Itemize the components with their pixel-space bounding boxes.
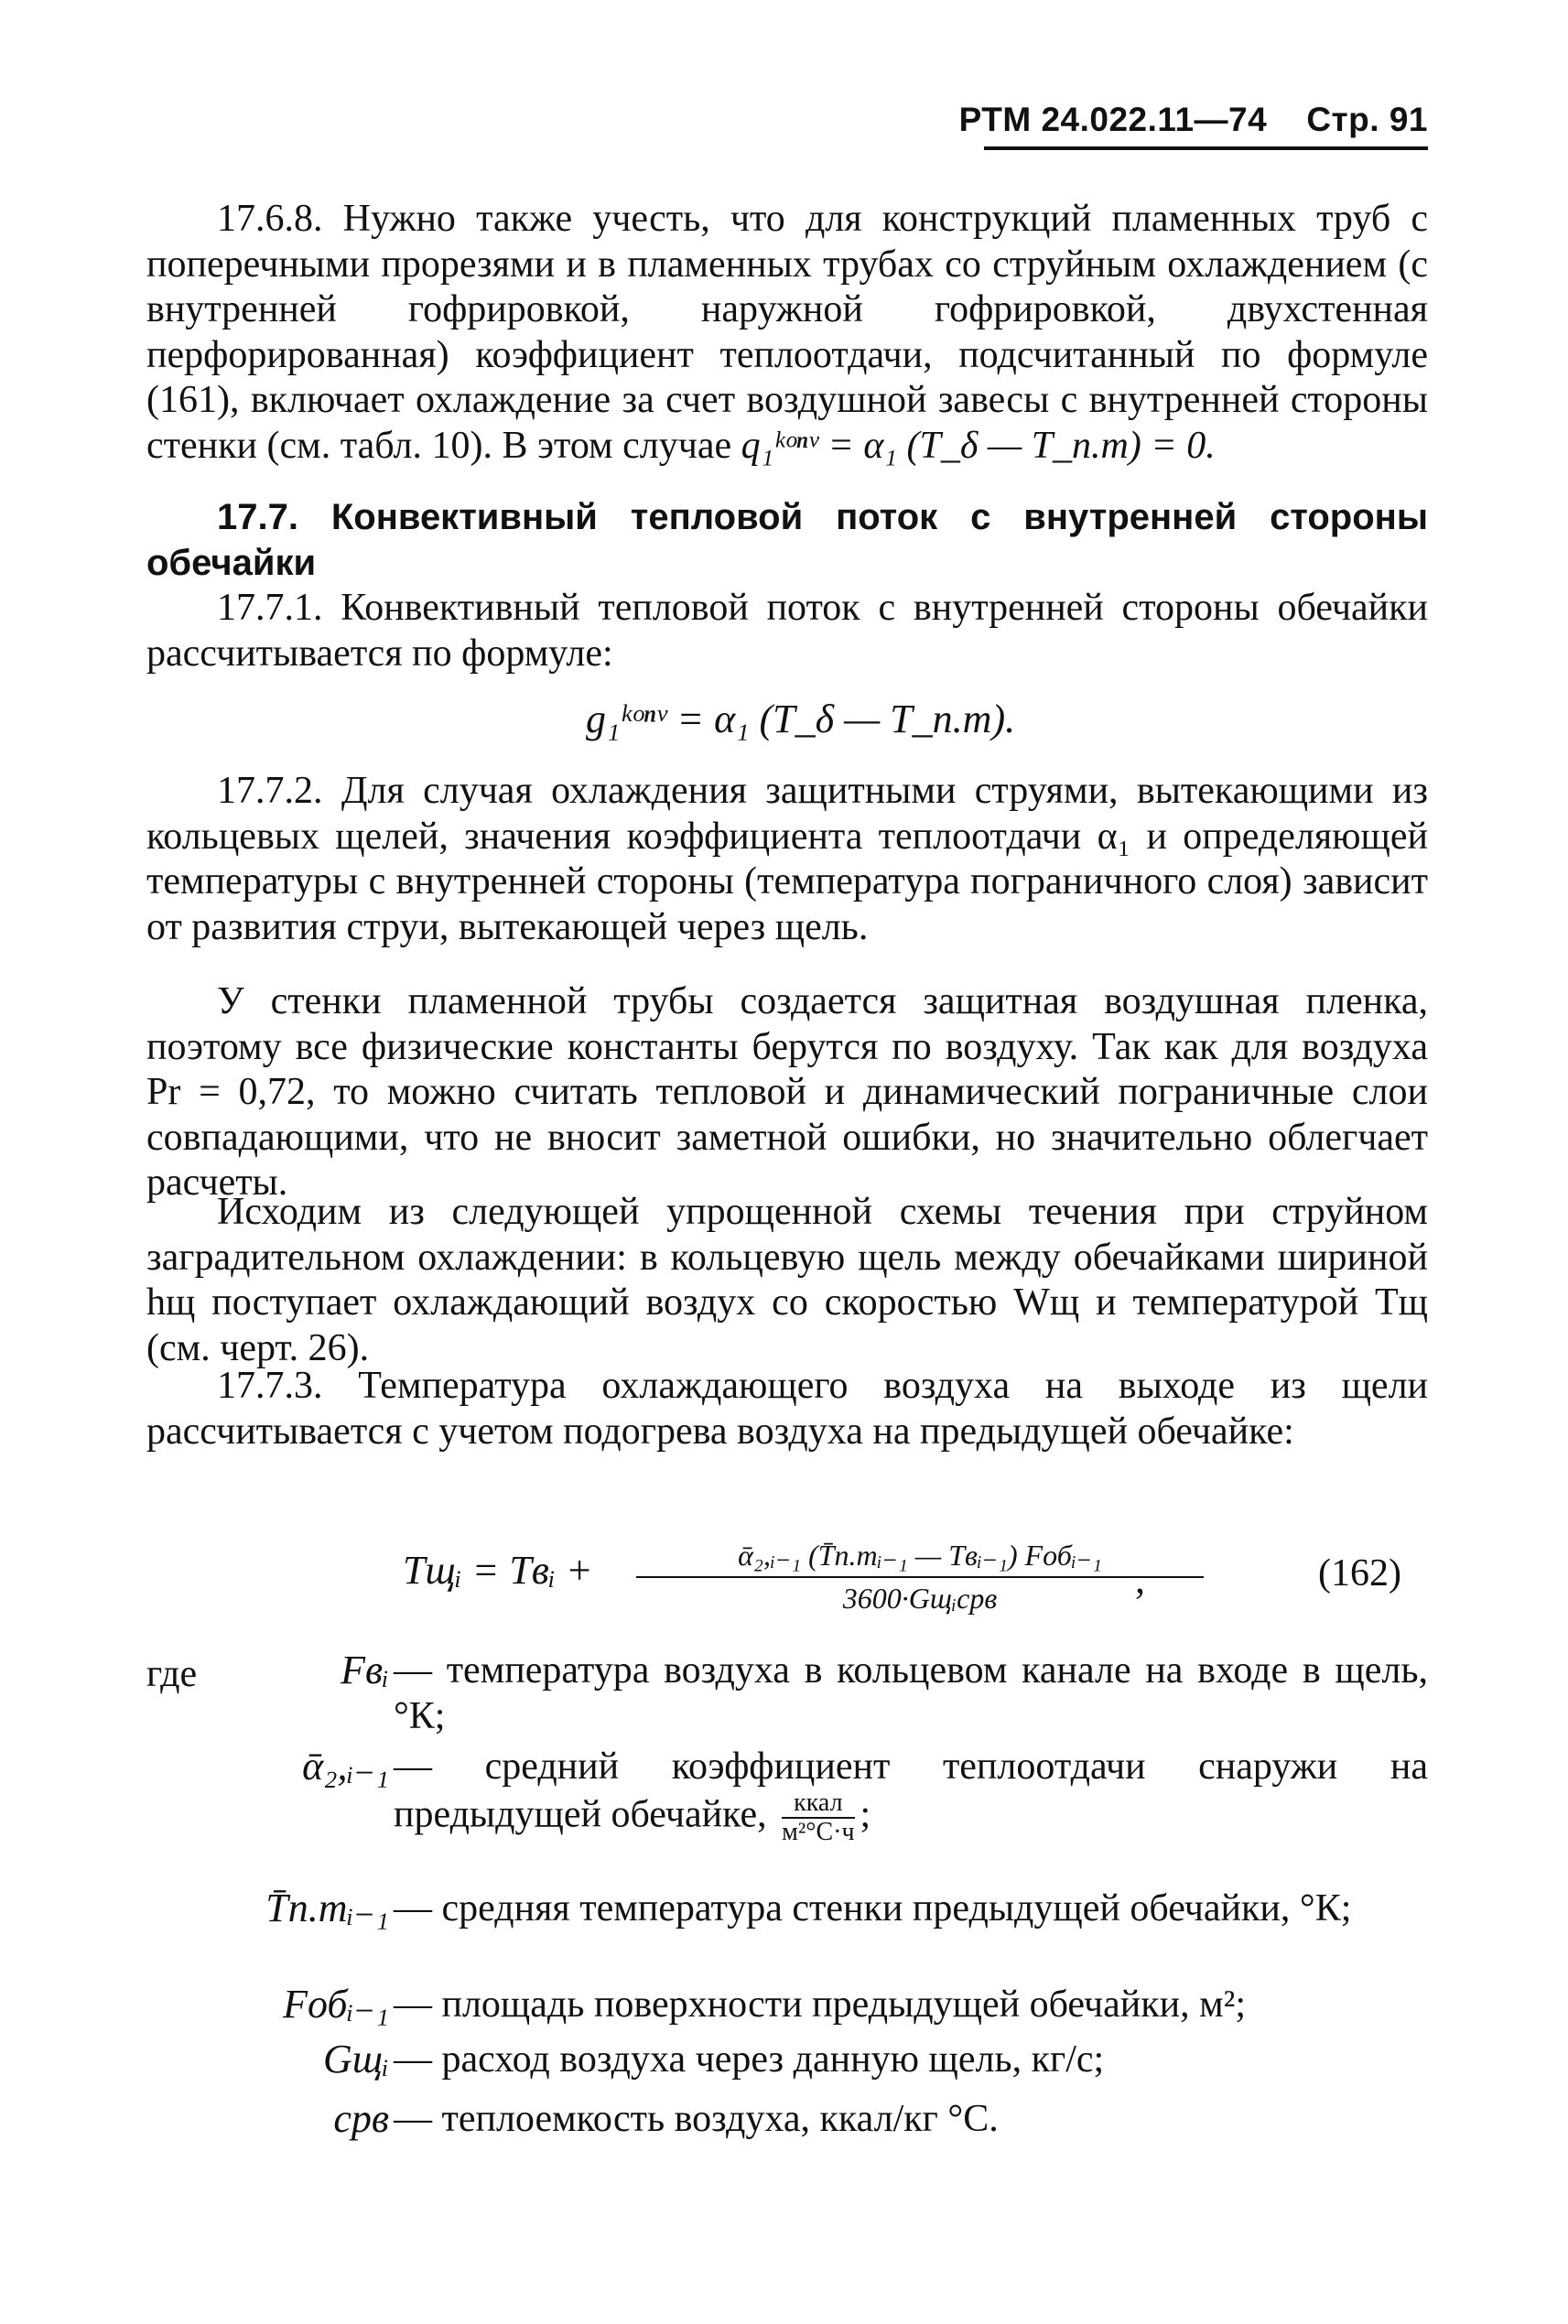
formula-162-lhs: Tщᵢ = Tвᵢ + (403, 1548, 593, 1593)
definition-text: — теплоемкость воздуха, ккал/кг °С. (394, 2098, 999, 2140)
definition-text: — температура воздуха в кольцевом канале на входе в щель, °К; (394, 1649, 1428, 1737)
definition-symbol: T̄п.тᵢ₋₁ (265, 1886, 389, 1930)
where-label: где (146, 1653, 198, 1695)
definition-symbol: cpв (333, 2096, 389, 2141)
formula-convective: g₁ᵏᵒⁿᵛ = α₁ (T_δ — T_п.т). (586, 697, 1016, 741)
paragraph-air-film: У стенки пламенной трубы создается защитная воздушная пленка, поэтому все физические константы берутся по воздуху. Так как для воздуха Pr = 0,72, то можно считать тепловой и динамический пограничные слои совпадающими, что не вносит заметной ошибки, но значительно облегчает расчеты. (146, 980, 1428, 1204)
page-header (915, 101, 1428, 139)
definition-text: — средняя температура стенки предыдущей обечайки, °К; (394, 1887, 1352, 1929)
paragraph-17-6-8: 17.6.8. Нужно также учесть, что для конструкций пламенных труб с поперечными прорезями и в пламенных трубах со струйным охлаждением (с внутренней гофрировкой, наружной гофрировкой, двухстенная перфорированная) коэффициент теплоотдачи, подсчитанный по формуле (161), включает охлаждение за счет воздушной завесы с внутренней стороны стенки (см. табл. 10). В этом случае q₁ᵏᵒⁿᵛ = α₁ (T_δ — T_п.т) = 0. (146, 198, 1428, 467)
fraction-numerator: ᾱ₂,ᵢ₋₁ (T̄п.тᵢ₋₁ — Tвᵢ₋₁) Fобᵢ₋₁ (636, 1538, 1204, 1578)
definition-symbol: ᾱ₂,ᵢ₋₁ (302, 1744, 389, 1789)
paragraph-17-7-3: 17.7.3. Температура охлаждающего воздуха на выходе из щели рассчитывается с учетом подогрева воздуха на предыдущей обечайке: (146, 1365, 1428, 1453)
paragraph-17-7-2: 17.7.2. Для случая охлаждения защитными струями, вытекающими из кольцевых щелей, значения коэффициента теплоотдачи α₁ и определяющей температуры с внутренней стороны (температура пограничного слоя) зависит от развития струи, вытекающей через щель. (146, 770, 1428, 948)
definition-symbol: Gщᵢ (323, 2037, 389, 2081)
paragraph-flow-scheme: Исходим из следующей упрощенной схемы течения при струйном заградительном охлаждении: в кольцевую щель между обечайками шириной hщ поступает охлаждающий воздух со скоростью Wщ и температурой Tщ (см. черт. 26). (146, 1191, 1428, 1369)
definition-row (183, 1886, 1428, 1977)
fraction-denominator: 3600·Gщᵢcpв (842, 1582, 998, 1615)
equation-number: (162) (1318, 1552, 1401, 1594)
definition-row (183, 1744, 1428, 1844)
definition-text: — площадь поверхности предыдущей обечайки, м²; (394, 1984, 1246, 2026)
definition-symbol: Fобᵢ₋₁ (283, 1982, 389, 2027)
page-number: Стр. 91 (1306, 101, 1428, 138)
inline-formula: q₁ᵏᵒⁿᵛ = α₁ (T_δ — T_п.т) = 0. (741, 424, 1216, 467)
definition-text: — расход воздуха через данную щель, кг/с; (394, 2038, 1105, 2081)
paragraph-17-7-1: 17.7.1. Конвективный тепловой поток с внутренней стороны обечайки рассчитывается по формуле: (146, 587, 1428, 675)
section-heading-17-7: 17.7. Конвективный тепловой поток с внутренней стороны обечайки (146, 497, 1428, 583)
formula-162-fraction (636, 1538, 1204, 1616)
unit-fraction: $\frac{\text{ккал}}{\text{м²°С·ч}}$ (782, 1789, 855, 1846)
doc-code: РТМ 24.022.11—74 (958, 101, 1268, 138)
definition-row (183, 1648, 1428, 1739)
definition-symbol: Fвᵢ (341, 1648, 389, 1692)
header-rule (984, 146, 1428, 150)
definition-text: — средний коэффициент теплоотдачи снаружи на предыдущей обечайке, $\frac{\text{ккал}}{\text{м²°С·ч}}$ ; (394, 1746, 1428, 1846)
formula-162-comma: , (1135, 1557, 1145, 1602)
